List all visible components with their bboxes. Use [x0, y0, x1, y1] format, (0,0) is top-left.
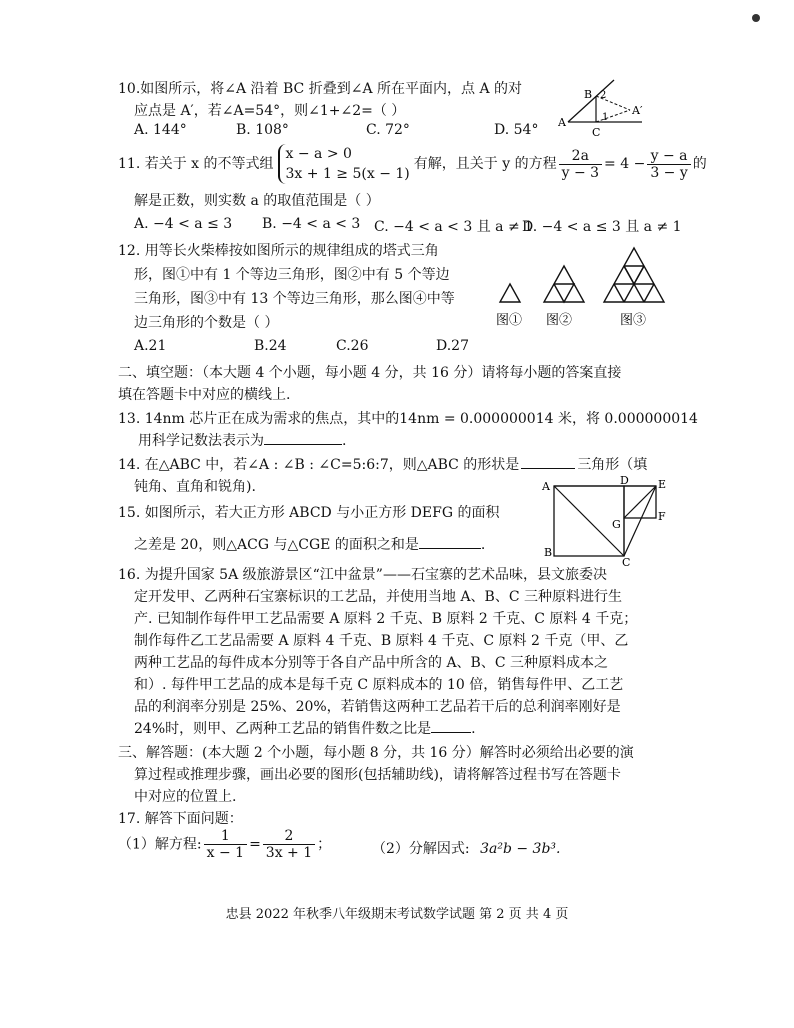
q10-option-c: C. 72°	[366, 122, 410, 138]
q14-line1	[118, 454, 647, 474]
q11-sys-2: 3x + 1 ≥ 5(x − 1)	[285, 166, 410, 182]
q15-fig-label-c: C	[622, 556, 631, 566]
q11-sys-1: x − a > 0	[285, 146, 352, 162]
q15-line2	[134, 534, 485, 554]
q15-line1: 15. 如图所示，若大正方形 ABCD 与小正方形 DEFG 的面积	[118, 505, 500, 521]
q12-line2: 形，图①中有 1 个等边三角形，图②中有 5 个等边	[134, 267, 450, 283]
q15-period: .	[480, 537, 486, 553]
q14-tail: 三角形（填	[577, 457, 648, 473]
q11-f2-den: 3 − y	[650, 164, 688, 181]
q12-option-a: A.21	[134, 338, 167, 354]
q12-line4: 边三角形的个数是（ ）	[134, 315, 279, 331]
q16-line2: 定开发甲、乙两种石宝寨标识的工艺品，并使用当地 A、B、C 三种原料进行生	[134, 589, 623, 605]
q16-line6: 和）. 每件甲工艺品的成本是每千克 C 原料成本的 10 倍，销售每件甲、乙工艺	[134, 677, 624, 693]
q10-fig-label-a-prime: A′	[632, 104, 643, 117]
q10-option-d: D. 54°	[494, 122, 539, 138]
q16-line7: 品的利润率分别是 25%、20%，若销售这两种工艺品若干后的总利润率刚好是	[134, 699, 621, 715]
section3-line3: 中对应的位置上.	[134, 789, 237, 805]
q12-option-c: C.26	[336, 338, 369, 354]
q12-line1: 12. 用等长火柴棒按如图所示的规律组成的塔式三角	[118, 243, 439, 259]
q11-f2-num: y − a	[647, 148, 690, 165]
q13-line2	[138, 430, 346, 450]
q17-equals: =	[249, 836, 261, 853]
q12-option-d: D.27	[436, 338, 469, 354]
section3-line1: 三、解答题：(本大题 2 个小题，每小题 8 分，共 16 分）解答时必须给出必要的演	[118, 745, 634, 761]
q15-fig-label-b: B	[544, 546, 553, 559]
q12-line3: 三角形，图③中有 13 个等边三角形，那么图④中等	[134, 291, 455, 307]
section3-line2: 算过程或推理步骤，画出必要的图形(包括辅助线)，请将解答过程书写在答题卡	[134, 767, 621, 783]
q14-text: 14. 在△ABC 中，若∠A : ∠B : ∠C=5:6:7，则△ABC 的形状是	[118, 457, 520, 473]
q16-line3: 产. 已知制作每件甲工艺品需要 A 原料 2 千克、B 原料 2 千克、C 原料 4 千克；	[134, 611, 638, 627]
q15-figure	[540, 476, 670, 566]
q13-text: 用科学记数法表示为	[138, 433, 264, 449]
q11-line1	[118, 144, 707, 184]
q16-line1: 16. 为提升国家 5A 级旅游景区“江中盆景”——石宝寨的艺术品味，县文旅委决	[118, 567, 607, 583]
q16-period: .	[471, 721, 476, 737]
q14-line2: 钝角、直角和锐角).	[134, 479, 256, 495]
page-footer: 忠县 2022 年秋季八年级期末考试数学试题 第 2 页 共 4 页	[225, 907, 569, 922]
q17-part1	[118, 828, 331, 861]
q17-f2-num: 2	[263, 828, 315, 845]
q10-option-b: B. 108°	[236, 122, 289, 138]
q17-part1-label: （1）解方程:	[118, 836, 202, 853]
q17-f1-num: 1	[204, 828, 247, 845]
q11-f1-den: y − 3	[561, 164, 600, 181]
section2-line1: 二、填空题：（本大题 4 个小题，每小题 4 分，共 16 分）请将每小题的答案直接	[118, 365, 622, 381]
q12-option-b: B.24	[254, 338, 287, 354]
q10-fig-label-a: A	[558, 116, 566, 129]
q15-fig-label-d: D	[620, 476, 629, 487]
q14-answer-blank	[521, 468, 575, 469]
q13-answer-blank	[264, 444, 342, 445]
q13-period: .	[342, 433, 347, 449]
q11-line2: 解是正数，则实数 a 的取值范围是（ ）	[134, 193, 380, 209]
q17-f1-den: x − 1	[206, 845, 245, 861]
q10-option-a: A. 144°	[134, 122, 187, 138]
q12-fig-label-3: 图③	[620, 313, 647, 328]
q10-fig-label-1: 1	[602, 112, 609, 123]
q17-fraction-2	[263, 828, 315, 861]
q11-fraction-2	[647, 148, 690, 181]
q15-fig-label-a: A	[542, 480, 550, 493]
q11-pre: 11. 若关于 x 的不等式组	[118, 156, 274, 172]
q11-eq: = 4 −	[604, 156, 646, 172]
q16-last-text: 24%时，则甲、乙两种工艺品的销售件数之比是	[134, 721, 432, 737]
section2-line2: 填在答题卡中对应的横线上.	[118, 387, 291, 403]
q17-part2-expr: 3a²b − 3b³.	[480, 841, 561, 857]
q15-fig-label-e: E	[658, 478, 667, 491]
q11-post: 的	[692, 156, 707, 172]
q17-part2-label: （2）分解因式:	[372, 841, 470, 857]
q16-answer-blank	[431, 732, 471, 733]
q15-fig-label-f: F	[658, 510, 666, 523]
q16-line8	[134, 718, 476, 738]
q10-fig-label-c: C	[592, 126, 601, 139]
q16-line4: 制作每件乙工艺品需要 A 原料 4 千克、B 原料 4 千克、C 原料 2 千克（甲、乙	[134, 633, 629, 649]
scan-mark	[752, 14, 760, 22]
q11-f1-num: 2a	[559, 148, 602, 165]
q11-mid: 有解，且关于 y 的方程	[413, 156, 557, 172]
q17-part2	[372, 838, 560, 858]
q11-fraction-1	[559, 148, 602, 181]
q17-semicolon: ；	[317, 836, 332, 853]
q12-figure	[490, 244, 680, 334]
q17-fraction-1	[204, 828, 247, 861]
q16-line5: 两种工艺品的每件成本分别等于各自产品中所含的 A、B、C 三种原料成本之	[134, 655, 609, 671]
q13-line1: 13. 14nm 芯片正在成为需求的焦点，其中的14nm = 0.000000014 米，将 0.000000014	[118, 411, 698, 427]
q15-text: 之差是 20，则△ACG 与△CGE 的面积之和是	[134, 537, 419, 553]
q17-f2-den: 3x + 1	[265, 845, 313, 861]
q12-fig-label-2: 图②	[546, 313, 573, 328]
q10-fig-label-b: B	[584, 88, 593, 101]
q10-line2: 应点是 A′，若∠A=54°，则∠1+∠2=（ ）	[134, 103, 406, 119]
q11-inequality-system	[278, 144, 410, 184]
q10-fig-label-2: 2	[600, 90, 607, 101]
q12-fig-label-1: 图①	[496, 313, 523, 328]
q11-option-b: B. −4 < a < 3	[262, 216, 361, 232]
q10-figure	[558, 78, 650, 140]
q17-title: 17. 解答下面问题：	[118, 811, 243, 827]
q11-option-d: D. −4 < a ≤ 3 且 a ≠ 1	[522, 219, 682, 235]
q15-answer-blank	[419, 548, 481, 549]
q11-option-a: A. −4 < a ≤ 3	[134, 216, 233, 232]
q15-fig-label-g: G	[612, 518, 621, 531]
q10-line1: 10.如图所示，将∠A 沿着 BC 折叠到∠A 所在平面内，点 A 的对	[118, 81, 523, 97]
q11-option-c: C. −4 < a < 3 且 a ≠ 1	[374, 219, 534, 235]
